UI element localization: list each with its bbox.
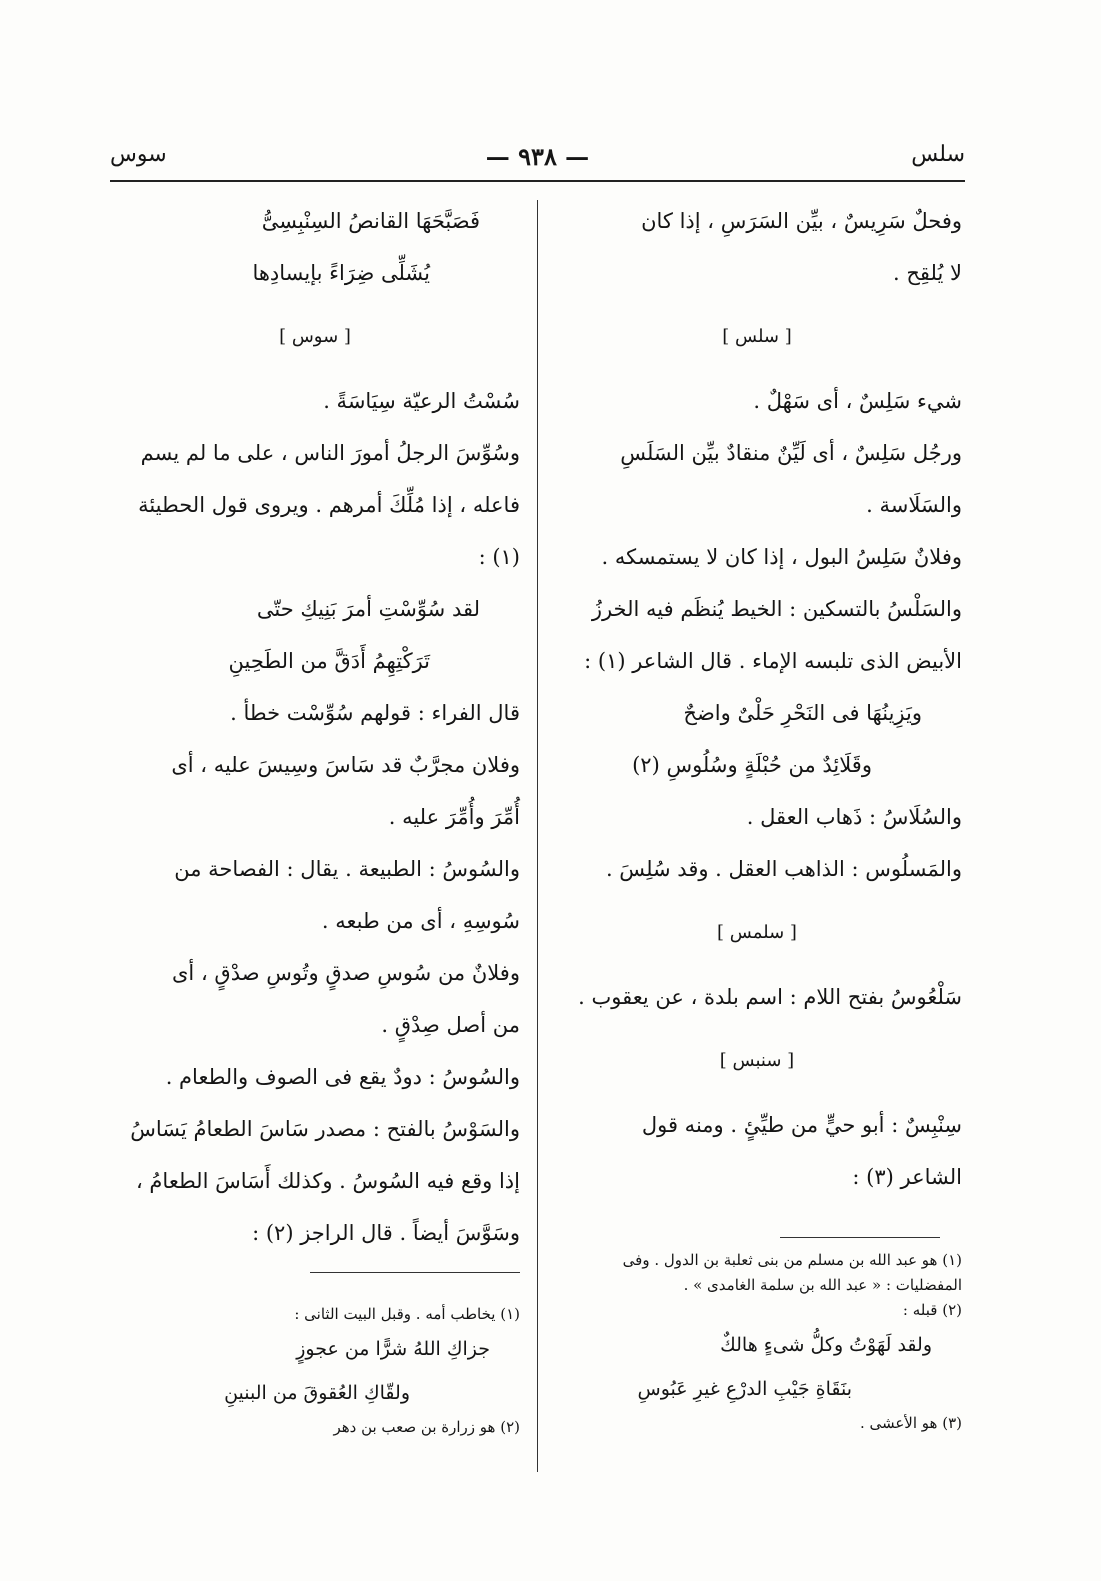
text-line: سُوسِهِ ، أى من طبعه . xyxy=(321,909,520,933)
footnote-verse: ولقّاكِ العُقوقَ من البنينِ xyxy=(224,1382,410,1404)
footnote-1-cont: المفضليات : « عبد الله بن سلمة الغامدى » . xyxy=(683,1276,962,1294)
text-line: الشاعر (٣) : xyxy=(852,1165,962,1189)
footnote-rule-left xyxy=(310,1272,520,1273)
verse-line: وقَلَائِدٌ من حُبْلَةٍ وسُلُوسِ (٢) xyxy=(632,753,872,777)
footnote-3: (٣) هو الأعشى . xyxy=(859,1414,962,1432)
footnote-rule-right xyxy=(780,1237,940,1238)
text-line: أُمِّرَ وأُمِّرَ عليه . xyxy=(388,805,520,829)
footnote-verse: بنَقَاةِ جَيْبِ الدرْعِ غيرِ عَبُوسِ xyxy=(637,1378,852,1400)
text-line: والسُلَاسُ : ذَهاب العقل . xyxy=(746,805,962,829)
entry-heading-sws: [ سوس ] xyxy=(279,326,351,347)
text-line: وفحلٌ سَرِيسٌ ، بيِّن السَرَسِ ، إذا كان xyxy=(641,209,962,233)
entry-heading-slms: [ سلمس ] xyxy=(717,922,797,943)
text-line: إذا وقع فيه السُوسُ . وكذلك أَسَاسَ الطعامُ ، xyxy=(135,1169,520,1193)
footnote-verse: جزاكِ اللهُ شرًّا من عجوزٍ xyxy=(296,1338,490,1360)
footnote-2: (٢) قبله : xyxy=(902,1301,962,1319)
text-line: وسَوَّسَ أيضاً . قال الراجز (٢) : xyxy=(252,1221,520,1245)
text-line: والسَلَاسة . xyxy=(866,493,962,517)
footnote-1: (١) يخاطب أمه . وقبل البيت الثانى : xyxy=(294,1305,520,1323)
entry-heading-sls: [ سلس ] xyxy=(722,326,792,347)
header-right-word: سلس xyxy=(911,142,965,167)
text-line: من أصل صِدْقٍ . xyxy=(381,1013,520,1037)
verse-line: ويَزِينُهَا فى النَحْرِ حَلْىٌ واضحٌ xyxy=(683,701,922,725)
page-header xyxy=(110,140,965,182)
footnote-2: (٢) هو زرارة بن صعب بن دهر xyxy=(333,1418,520,1436)
text-line: سِنْبِسٌ : أبو حيٍّ من طيِّئٍ . ومنه قول xyxy=(641,1113,962,1137)
verse-line: فَصَبَّحَهَا القانصُ السِنْبِسِىُّ xyxy=(261,209,480,233)
text-line: والسُوسُ : دودٌ يقع فى الصوف والطعام . xyxy=(165,1065,520,1089)
verse-line: تَرَكْتِهِمُ أَدَقَّ من الطَحِينِ xyxy=(228,649,430,673)
text-line: والسَوْسُ بالفتح : مصدر سَاسَ الطعامُ يَسَاسُ xyxy=(130,1117,520,1141)
column-divider xyxy=(537,200,538,1472)
text-line: لا يُلقِح . xyxy=(893,261,962,285)
verse-line: يُشَلِّى ضِرَاءً بإيسادِها xyxy=(252,261,430,285)
text-line: وفلان مجرَّبٌ قد سَاسَ وسِيسَ عليه ، أى xyxy=(171,753,520,777)
text-line: وسُوِّسَ الرجلُ أمورَ الناس ، على ما لم يسم xyxy=(140,441,520,465)
footnotes-right xyxy=(552,1248,962,1436)
footnote-1: (١) هو عبد الله بن مسلم من بنى ثعلبة بن الدول . وفى xyxy=(622,1251,962,1269)
text-line: الأبيض الذى تلبسه الإماء . قال الشاعر (١) : xyxy=(584,649,962,673)
text-line: والسُوسُ : الطبيعة . يقال : الفصاحة من xyxy=(174,857,520,881)
text-line: قال الفراء : قولهم سُوِّسْت خطأ . xyxy=(230,701,520,725)
text-line: وفلانٌ من سُوسِ صدقٍ وتُوسِ صدْقٍ ، أى xyxy=(172,961,520,985)
entry-heading-snbs: [ سنبس ] xyxy=(719,1050,795,1071)
left-column xyxy=(110,195,520,1259)
text-line: سَلْعُوسُ بفتح اللام : اسم بلدة ، عن يعقوب . xyxy=(578,985,962,1009)
footnotes-left xyxy=(110,1302,520,1440)
page-number: — ٩٣٨ — xyxy=(485,142,590,171)
right-column xyxy=(552,195,962,1203)
text-line: والمَسلُوس : الذاهب العقل . وقد سُلِسَ . xyxy=(605,857,962,881)
text-line: سُسْتُ الرعيّة سِيَاسَةً . xyxy=(323,389,520,413)
verse-line: لقد سُوِّسْتِ أمرَ بَنِيكِ حتّى xyxy=(256,597,480,621)
text-line: شيء سَلِسٌ ، أى سَهْلٌ . xyxy=(753,389,962,413)
text-line: فاعله ، إذا مُلِّكَ أمرهم . ويروى قول الحطيئة (١) : xyxy=(138,493,520,569)
header-left-word: سوس xyxy=(110,142,167,167)
text-line: وفلانٌ سَلِسُ البول ، إذا كان لا يستمسكه . xyxy=(601,545,962,569)
text-line: ورجُل سَلِسٌ ، أى لَيِّنٌ منقادٌ بيِّن السَلَسِ xyxy=(620,441,962,465)
text-line: والسَلْسُ بالتسكين : الخيط يُنظَم فيه الخرزُ xyxy=(591,597,962,621)
footnote-verse: ولقد لَهَوْتُ وكلُّ شىءٍ هالكٌ xyxy=(720,1334,932,1356)
